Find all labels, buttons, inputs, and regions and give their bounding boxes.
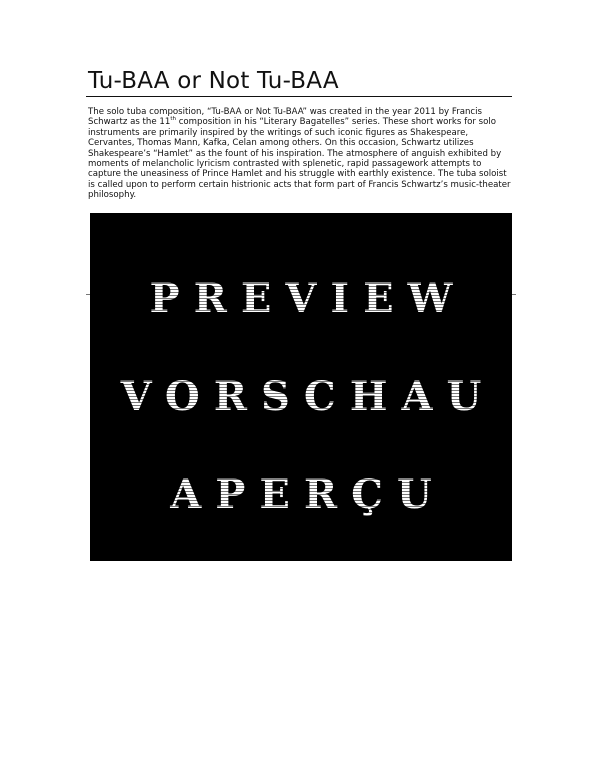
ordinal-superscript: th	[170, 116, 176, 123]
watermark-preview: PREVIEW	[90, 275, 512, 322]
page-title: Tu-BAA or Not Tu-BAA	[88, 68, 339, 94]
paragraph-text-start: The solo tuba composition, “Tu-BAA or Not Tu-BAA” was created in the year 2011 by Francis Schwartz as the 11	[88, 107, 483, 128]
watermark-vorschau: VORSCHAU	[90, 373, 512, 420]
paragraph-text-rest: composition in his “Literary Bagatelles” series. These short works for solo instruments are primarily inspired by the writings of such iconic figures as Shakespeare, Cervantes, Thomas Mann, Kafka, Celan among others. On this occasion, Schwartz utilizes Shakespeare’s “Hamlet” as the fount of his inspiration. The atmosphere of anguish exhibited by moments of melancholic lyricism contrasted with splenetic, rapid passagework attempts to capture the uneasiness of Prince Hamlet and his struggle with earthly existence. The tuba soloist is called upon to perform certain histrionic acts that form part of Francis Schwartz’s music-theater philosophy.	[88, 117, 511, 201]
title-underline	[86, 96, 512, 97]
watermark-apercu: APERÇU	[90, 471, 512, 518]
description-paragraph	[88, 107, 512, 201]
preview-watermark-block	[90, 213, 512, 561]
